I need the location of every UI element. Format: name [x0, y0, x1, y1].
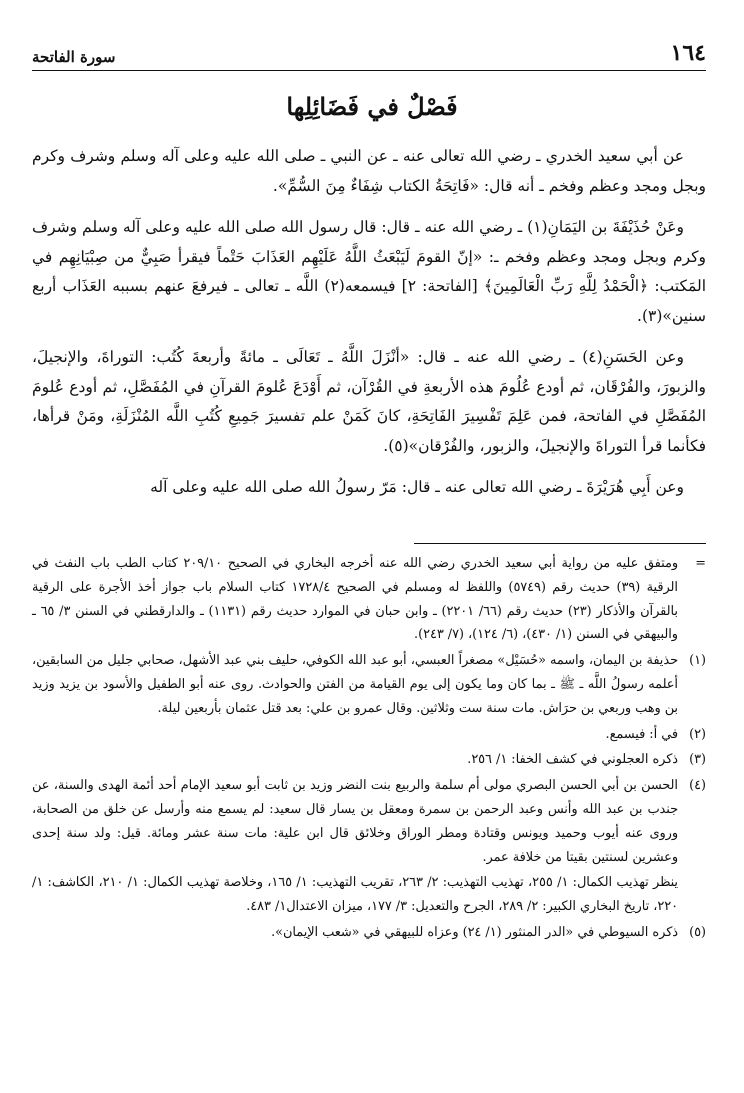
paragraph: وعن أَبِي هُرَيْرَةَ ـ رضي الله تعالى عنه ـ قال: مَرّ رسولُ الله صلى الله عليه وعلى آله: [150, 478, 684, 496]
footnote: [32, 723, 706, 747]
page-header: [32, 38, 706, 71]
footnote: [32, 921, 706, 945]
footnote-marker: (١): [689, 653, 706, 669]
footnote: [32, 774, 706, 869]
footnote: [32, 748, 706, 772]
footnote-text: ذكره السيوطي في «الدر المنثور (١/ ٢٤) وعزاه للبيهقي في «شعب الإيمان».: [271, 924, 678, 940]
footnote-marker: =: [695, 556, 706, 571]
paragraph: عن أبي سعيد الخدري ـ رضي الله تعالى عنه ـ عن النبي ـ صلى الله عليه وعلى آله وسلم وشرف وكرم وبجل ومجد وعظم وفخم ـ أنه قال: «فَاتِحَةُ الكتاب شِفَاءٌ مِنَ السُّمِّ».: [32, 147, 706, 195]
footnote: [32, 649, 706, 720]
footnote-text: ومتفق عليه من رواية أبي سعيد الخدري رضي الله عنه أخرجه البخاري في الصحيح ٢٠٩/١٠ كتاب الطب باب النفث في الرقية (٣٩) حديث رقم (٥٧٤٩) واللفظ له ومسلم في الصحيح ١٧٢٨/٤ كتاب السلام باب جواز أخذ الأجرة على الرقية بالقرآن والأذكار (٢٣) حديث رقم (٦٦/ ٢٢٠١) ـ وابن حبان في الموارد حديث رقم (١١٣١) ـ والدارقطني في السنن ٣/ ٦٥ ـ والبيهقي في السنن (١/ ٤٣٠)، (٦/ ١٢٤)، (٧/ ٢٤٣).: [32, 556, 679, 643]
footnote-separator: [414, 543, 706, 544]
footnote-text: ذكره العجلوني في كشف الخفا: ١/ ٢٥٦.: [467, 752, 678, 768]
footnote-text: حذيفة بن اليمان، واسمه «حُسَيْل» مصغراً العبسي، أبو عبد الله الكوفي، حليف بني عبد الأشهل، صحابي جليل من السابقين، أعلمه رسولُ اللَّه ـ ﷺ ـ بما كان وما يكون إلى يوم القيامة من الفتن والحوادث. روى عنه أبو الطفيل والأسود بن يزيد وزيد بن وهب وربعي بن حرَاش. مات سنة ست وثلاثين. وقال عمرو بن علي: بعد قتل عثمان بأربعين ليلة.: [32, 653, 678, 716]
footnotes: [32, 552, 706, 947]
footnote-marker: (٥): [689, 924, 706, 940]
footnote-text: ينظر تهذيب الكمال: ١/ ٢٥٥، تهذيب التهذيب: ٢/ ٢٦٣، تقريب التهذيب: ١/ ١٦٥، وخلاصة تهذيب الكمال: ١/ ٢١٠، الكاشف: ١/ ٢٢٠، تاريخ البخاري الكبير: ٢/ ٢٨٩، الجرح والتعديل: ٣/ ١٧٧، ميزان الاعتدال١/ ٤٨٣.: [32, 875, 678, 915]
page-number: ١٦٤: [670, 40, 706, 66]
section-title: فَصْلٌ في فَضَائِلِها: [286, 92, 458, 121]
paragraph: وعن الحَسَنِ(٤) ـ رضي الله عنه ـ قال: «أنْزَلَ اللَّهُ ـ تَعَالَى ـ مائةً وأربعةَ كُتُب: التوراةَ، والإنجيلَ، والزبورَ، والفُرْقَان، ثم أودع عُلُومَ هذه الأربعةِ في القُرْآن، ثم أَوْدَعَ عُلومَ القرآنِ في المُفَصَّلِ، ثم أودع عُلومَ المُفَصَّلِ في الفاتحة، فمن عَلِمَ تَفْسِيرَ الفَاتِحَةِ، كانَ كَمَنْ علم تفسيرَ جَمِيعِ كُتُبِ اللَّه المُنْزَلَةِ، ومَنْ قرأها، فكأنما قرأ التوراةَ والإنجيلَ، والزبور، والفُرْقان»(٥).: [32, 348, 706, 455]
footnote: [32, 552, 706, 647]
running-title: سورة الفاتحة: [32, 48, 116, 66]
footnote-marker: (٢): [689, 726, 706, 742]
footnote-references: [32, 871, 706, 919]
main-text: [32, 142, 706, 515]
footnote-marker: (٤): [689, 778, 706, 794]
paragraph: وعَنْ حُذَيْفَةَ بن اليَمَانِ(١) ـ رضي الله عنه ـ قال: قال رسول الله صلى الله عليه وعلى آله وسلم وشرف وكرم وبجل ومجد وعظم وفخم ـ: «إنّ القومَ لَيَبْعَثُ اللَّهُ عَلَيْهِم العَذَابَ حَتْماً فيقرأ صَبِيٌّ من صِبْيَانِهِم في المَكتب: ﴿الْحَمْدُ لِلَّهِ رَبِّ الْعَالَمِينَ﴾ [الفاتحة: ٢] فيسمعه(٢) اللَّه ـ تعالى ـ فيرفعَ عنهم بسببه العَذَاب أربع سنين»(٣).: [32, 218, 706, 325]
footnote-marker: (٣): [689, 752, 706, 768]
footnote-text: في أ: فيسمع.: [605, 726, 678, 742]
footnote-text: الحسن بن أبي الحسن البصري مولى أم سلمة والربيع بنت النضر وزيد بن ثابت أبو سعيد الإمام أحد أئمة الهدى والسنة، عن جندب بن عبد الله وأنس وعبد الرحمن بن سمرة ومعقل بن يسار قال سعيد: لم يسمع منه وأرسل عن خلق من الصحابة، وروى عنه أيوب وحميد ويونس وقتادة ومطر الوراق وخلائق قال ابن علية: مات سنة عشر ومائة. قيل: ولد سنة إحدى وعشرين لسنتين بقيتا من خلافة عمر.: [32, 778, 678, 865]
